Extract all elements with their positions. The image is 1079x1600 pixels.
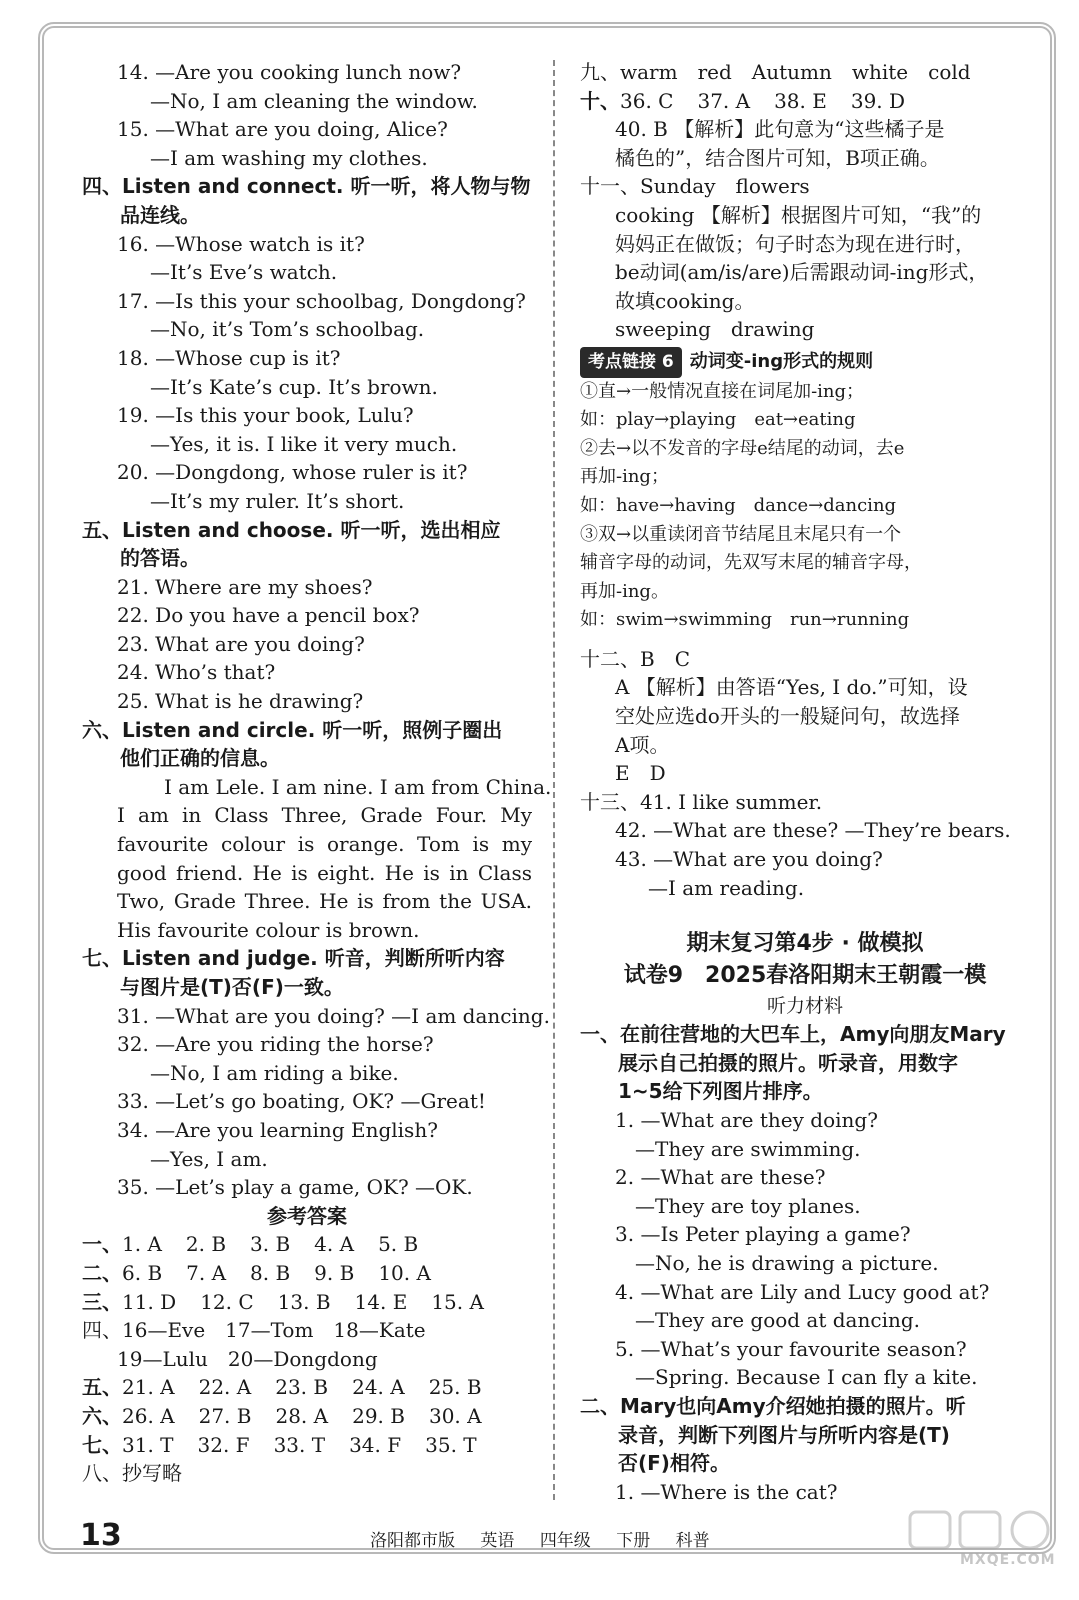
answer-item: 30. A [428, 1403, 482, 1428]
answer-item: 37. A [697, 88, 751, 113]
answer-row: 四、16—Eve 17—Tom 18—Kate [82, 1318, 426, 1343]
answer-label: 七、 [82, 1432, 122, 1457]
section-heading-q1-cont: 展示自己拍摄的照片。听录音，用数字 [618, 1050, 958, 1075]
answer-item: 26. A [122, 1403, 175, 1428]
answer-item: 10. A [378, 1260, 431, 1285]
analysis-line: A项。 [615, 732, 670, 757]
rule-line: ②去→以不发音的字母e结尾的动词，去e [580, 437, 905, 459]
answer-row: 八、抄写略 [82, 1461, 182, 1486]
answer-item: 15. A [431, 1289, 484, 1314]
answer-item: 27. B [198, 1403, 252, 1428]
dialogue-line: 33. —Let’s go boating, OK? —Great! [117, 1089, 486, 1114]
answer-item: 2. B [185, 1232, 227, 1257]
answer-item: 33. T [273, 1432, 326, 1457]
dialogue-line: —It’s Kate’s cup. It’s brown. [150, 374, 438, 399]
answer-item: 23. B [275, 1375, 329, 1400]
dialogue-line: 1. —What are they doing? [615, 1108, 878, 1132]
section-heading-4-cont: 品连线。 [120, 202, 200, 227]
dialogue-line: 5. —What’s your favourite season? [615, 1336, 967, 1361]
answer-item: 22. A [198, 1375, 252, 1400]
analysis-line: sweeping drawing [615, 317, 815, 342]
review-step-heading: 期末复习第4步 · 做模拟 [686, 931, 924, 957]
answer-row: 42. —What are these? —They’re bears. [615, 818, 1011, 843]
answer-row [82, 1259, 532, 1288]
dialogue-line: —They are good at dancing. [635, 1308, 920, 1333]
book-info [370, 1526, 730, 1551]
dialogue-line: —Yes, it is. I like it very much. [150, 431, 458, 456]
answer-item: 13. B [277, 1289, 331, 1314]
analysis-line: be动词(am/is/are)后需跟动词-ing形式， [615, 260, 989, 285]
watermark-text: MXQE.COM [960, 1552, 1056, 1568]
dialogue-line: —I am washing my clothes. [150, 145, 428, 170]
answer-item: 39. D [850, 88, 906, 113]
section-heading-5: 五、Listen and choose. 听一听，选出相应 [82, 517, 501, 542]
question-line: 25. What is he drawing? [117, 689, 364, 714]
answer-item: 24. A [352, 1375, 405, 1400]
volume-label: 下册 [616, 1531, 651, 1551]
dialogue-line: 16. —Whose watch is it? [117, 231, 365, 256]
section-heading-6: 六、Listen and circle. 听一听，照例子圈出 [82, 717, 503, 742]
section-heading-6-cont: 他们正确的信息。 [120, 746, 280, 771]
answer-item: 38. E [774, 88, 827, 113]
knowledge-link-title: 动词变-ing形式的规则 [689, 350, 874, 372]
answer-item: 9. B [314, 1260, 355, 1285]
rule-line: ③双→以重读闭音节结尾且末尾只有一个 [580, 523, 902, 545]
answer-item: 31. T [122, 1432, 174, 1457]
dialogue-line: —It’s Eve’s watch. [150, 260, 338, 285]
grade-label: 四年级 [539, 1531, 591, 1551]
dialogue-line: —It’s my ruler. It’s short. [150, 488, 405, 513]
rule-line: 如：swim→swimming run→running [580, 609, 910, 631]
dialogue-line: 15. —What are you doing, Alice? [117, 117, 448, 142]
knowledge-link-tag: 考点链接 6 [580, 347, 682, 378]
answer-item: 12. C [200, 1289, 254, 1314]
dialogue-line: 17. —Is this your schoolbag, Dongdong? [117, 288, 526, 313]
dialogue-line: —No, he is drawing a picture. [635, 1250, 939, 1275]
answer-row: 十三、41. I like summer. [580, 789, 823, 814]
answer-row: 十一、Sunday flowers [580, 174, 810, 199]
answer-item: 11. D [122, 1289, 177, 1314]
rule-line: 再加-ing。 [580, 580, 669, 602]
analysis-line: 空处应选do开头的一般疑问句，故选择 [615, 704, 960, 729]
dialogue-line: 4. —What are Lily and Lucy good at? [615, 1279, 990, 1304]
answer-item: 28. A [275, 1403, 329, 1428]
answer-item: 3. B [250, 1232, 291, 1257]
passage-line: favourite colour is orange. Tom is my [117, 832, 532, 857]
section-heading-7: 七、Listen and judge. 听音，判断所听内容 [82, 946, 505, 971]
section-heading-q2: 二、Mary也向Amy介绍她拍摄的照片。听 [580, 1393, 966, 1418]
dialogue-line: 14. —Are you cooking lunch now? [117, 60, 462, 84]
answer-item: 8. B [250, 1260, 291, 1285]
answer-item: 1. A [122, 1232, 162, 1257]
passage-line: Two, Grade Three. He is from the USA. [117, 889, 532, 914]
answer-row [82, 1431, 532, 1460]
rule-line: 如：play→playing eat→eating [580, 409, 856, 431]
section-heading-4: 四、Listen and connect. 听一听，将人物与物 [82, 174, 531, 199]
section-heading-q2-cont: 录音，判断下列图片与所听内容是(T) [618, 1422, 950, 1447]
publisher-label: 科普 [675, 1531, 710, 1551]
rule-line: 再加-ing； [580, 466, 669, 488]
dialogue-line: 34. —Are you learning English? [117, 1117, 438, 1142]
analysis-line: 40. B 【解析】此句意为“这些橘子是 [615, 117, 945, 142]
dialogue-line: 3. —Is Peter playing a game? [615, 1222, 911, 1247]
dialogue-line: 1. —Where is the cat? [615, 1479, 838, 1504]
subject-label: 英语 [480, 1531, 515, 1551]
answer-label: 二、 [82, 1260, 122, 1285]
dialogue-line: 20. —Dongdong, whose ruler is it? [117, 460, 468, 485]
test-paper-heading: 试卷9 2025春洛阳期末王朝霞一模 [623, 963, 987, 989]
watermark-logo [900, 1508, 1070, 1570]
answer-row: 十二、B C [580, 646, 690, 671]
answer-item: 7. A [186, 1260, 227, 1285]
section-heading-7-cont: 与图片是(T)否(F)一致。 [120, 975, 344, 999]
answer-item: 14. E [354, 1289, 408, 1314]
reference-answers-title: 参考答案 [267, 1203, 347, 1228]
answer-row [82, 1373, 532, 1402]
answer-item: 5. B [378, 1232, 419, 1257]
column-divider [553, 60, 555, 1500]
dialogue-line: —No, I am riding a bike. [150, 1060, 399, 1085]
analysis-line: 故填cooking。 [615, 288, 755, 313]
answer-item: 32. F [197, 1432, 250, 1457]
dialogue-line: 2. —What are these? [615, 1165, 826, 1190]
dialogue-line: —Spring. Because I can fly a kite. [635, 1365, 978, 1390]
page-number: 13 [80, 1518, 122, 1553]
answer-row [82, 1230, 532, 1259]
answer-row [580, 87, 1030, 116]
dialogue-line: —They are swimming. [635, 1136, 861, 1161]
answer-item: 4. A [314, 1232, 355, 1257]
answer-row [82, 1288, 532, 1317]
answer-row [82, 1402, 532, 1431]
answer-row: 19—Lulu 20—Dongdong [117, 1346, 378, 1371]
knowledge-link-header [580, 346, 1030, 378]
answer-item: 6. B [122, 1260, 163, 1285]
question-line: 22. Do you have a pencil box? [117, 603, 420, 628]
dialogue-line: 18. —Whose cup is it? [117, 345, 341, 370]
answer-row: —I am reading. [648, 875, 805, 900]
section-heading-q1: 一、在前往营地的大巴车上，Amy向朋友Mary [580, 1022, 1006, 1047]
dialogue-line: —No, I am cleaning the window. [150, 88, 478, 113]
passage-line: I am Lele. I am nine. I am from China. [164, 774, 552, 799]
passage-line: good friend. He is eight. He is in Class [117, 860, 532, 885]
answer-item: 34. F [349, 1432, 402, 1457]
analysis-line: 妈妈正在做饭；句子时态为现在进行时， [615, 231, 975, 256]
rule-line: ①直→一般情况直接在词尾加-ing； [580, 380, 865, 402]
dialogue-line: —They are toy planes. [635, 1193, 861, 1218]
dialogue-line: 35. —Let’s play a game, OK? —OK. [117, 1175, 473, 1200]
answer-label: 三、 [82, 1289, 122, 1314]
listening-material-heading: 听力材料 [766, 995, 843, 1018]
rule-line: 如：have→having dance→dancing [580, 494, 897, 516]
answer-label: 一、 [82, 1232, 122, 1257]
answer-item: 29. B [352, 1403, 405, 1428]
analysis-line: 橘色的”，结合图片可知，B项正确。 [615, 145, 940, 170]
answer-label: 六、 [82, 1403, 122, 1428]
analysis-line: E D [615, 761, 666, 786]
edition-label: 洛阳都市版 [370, 1531, 455, 1551]
left-column [82, 58, 552, 1488]
section-heading-q1-cont: 1~5给下列图片排序。 [618, 1079, 823, 1104]
right-column [580, 58, 1030, 1506]
answer-item: 35. T [425, 1432, 477, 1457]
question-line: 21. Where are my shoes? [117, 574, 373, 599]
answer-item: 21. A [122, 1375, 175, 1400]
dialogue-line: —Yes, I am. [150, 1146, 268, 1171]
dialogue-line: 32. —Are you riding the horse? [117, 1032, 434, 1057]
passage-line: I am in Class Three, Grade Four. My [117, 803, 532, 828]
answer-row: 九、warm red Autumn white cold [580, 60, 971, 84]
passage-line: His favourite colour is brown. [117, 917, 420, 942]
rule-line: 辅音字母的动词，先双写末尾的辅音字母， [580, 552, 922, 574]
page-footer [70, 1518, 1056, 1568]
answer-item: 36. C [620, 88, 674, 113]
section-heading-5-cont: 的答语。 [120, 546, 200, 571]
analysis-line: cooking 【解析】根据图片可知，“我”的 [615, 202, 982, 227]
watermark-icon [900, 1508, 1070, 1554]
answer-row: 43. —What are you doing? [615, 847, 883, 872]
answer-item: 25. B [428, 1375, 482, 1400]
dialogue-line: —No, it’s Tom’s schoolbag. [150, 317, 425, 342]
question-line: 23. What are you doing? [117, 631, 365, 656]
section-heading-q2-cont: 否(F)相符。 [618, 1451, 730, 1476]
dialogue-line: 19. —Is this your book, Lulu? [117, 403, 414, 428]
analysis-line: A 【解析】由答语“Yes, I do.”可知，设 [615, 675, 968, 700]
question-line: 24. Who’s that? [117, 660, 276, 685]
dialogue-line: 31. —What are you doing? —I am dancing. [117, 1003, 550, 1028]
answer-label: 五、 [82, 1375, 122, 1400]
answer-label: 十、 [580, 88, 620, 113]
